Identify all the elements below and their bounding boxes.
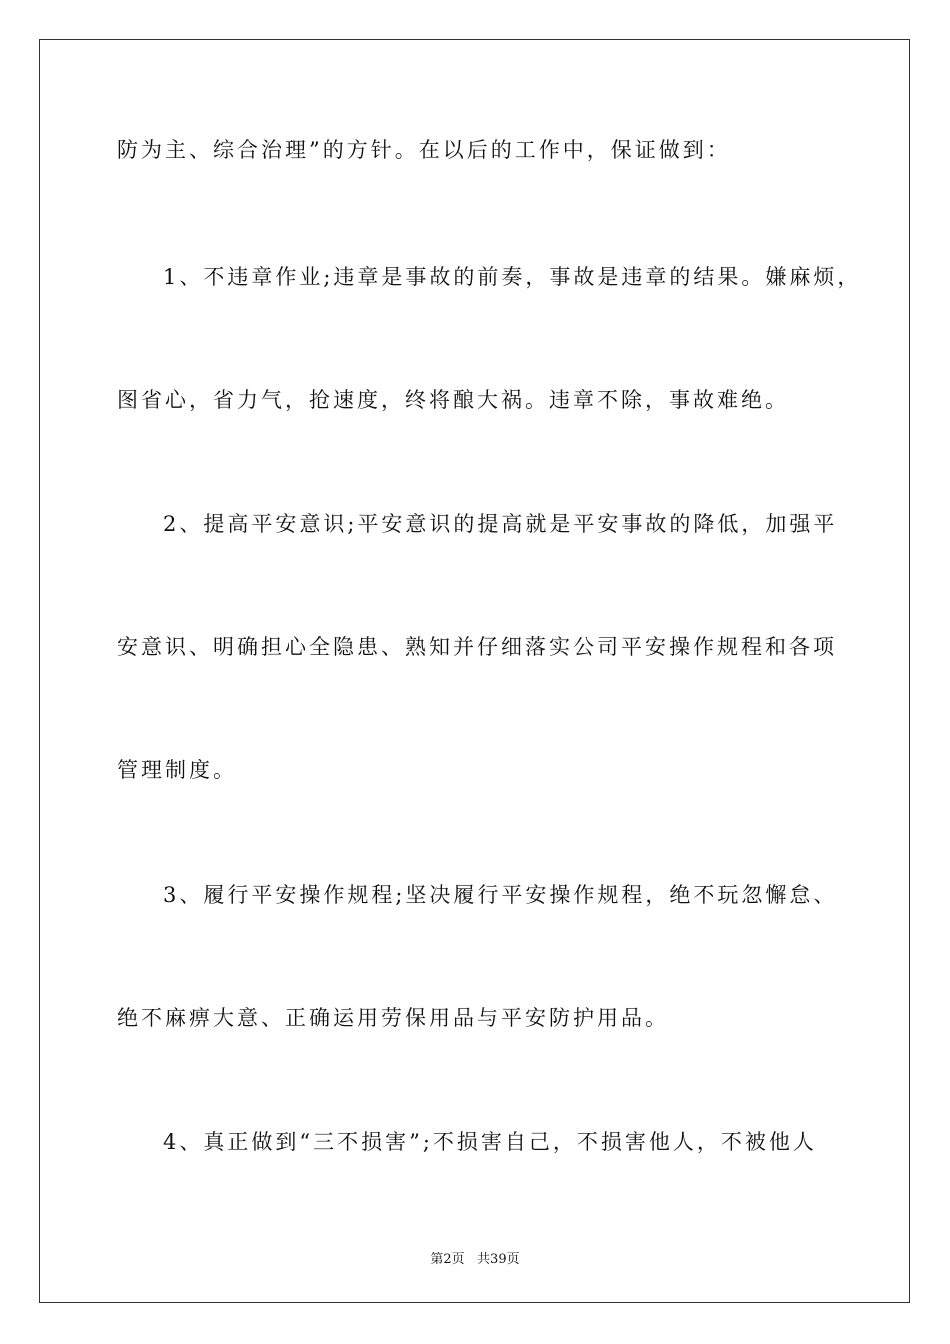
text-line: 4、真正做到“三不损害”;不损害自己，不损害他人，不被他人 xyxy=(163,1130,817,1154)
text-line: 图省心，省力气，抢速度，终将酿大祸。违章不除，事故难绝。 xyxy=(117,388,789,412)
text-line: 防为主、综合治理”的方针。在以后的工作中，保证做到： xyxy=(117,138,731,162)
text-line: 安意识、明确担心全隐患、熟知并仔细落实公司平安操作规程和各项 xyxy=(117,635,837,659)
text-line: 2、提高平安意识;平安意识的提高就是平安事故的降低，加强平 xyxy=(163,512,838,536)
page-footer: 第2页 共39页 xyxy=(430,1252,520,1267)
page-border xyxy=(39,39,910,1303)
text-line: 管理制度。 xyxy=(117,758,237,782)
text-line: 3、履行平安操作规程;坚决履行平安操作规程，绝不玩忽懈怠、 xyxy=(163,883,838,907)
text-line: 绝不麻痹大意、正确运用劳保用品与平安防护用品。 xyxy=(117,1006,669,1030)
text-line: 1、不违章作业;违章是事故的前奏，事故是违章的结果。嫌麻烦， xyxy=(163,265,862,289)
